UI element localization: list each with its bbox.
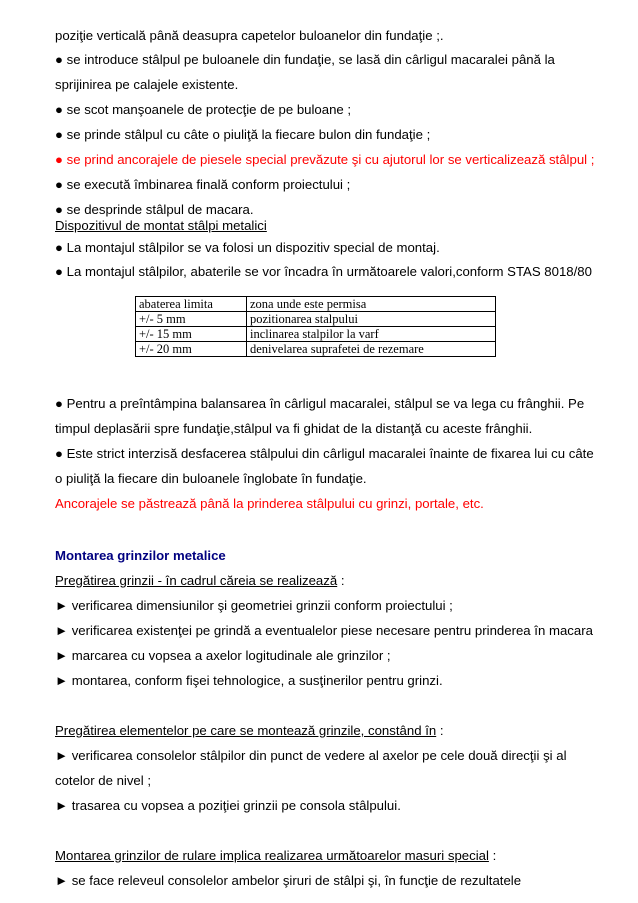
colon: : [436, 723, 444, 738]
table-header-cell: abaterea limita [136, 297, 247, 312]
arrow-bullet-line: ► montarea, conform fişei tehnologice, a susţinerilor pentru grinzi. [55, 673, 443, 688]
arrow-bullet-line: ► verificarea consolelor stâlpilor din punct de vedere al axelor pe cele două direcţii şi al [55, 748, 567, 763]
table-cell: pozitionarea stalpului [247, 312, 496, 327]
dispozitiv-heading: Dispozitivul de montat stâlpi metalici [55, 218, 267, 233]
section-title: Montarea grinzilor metalice [55, 548, 226, 563]
arrow-bullet-line: ► verificarea dimensiunilor şi geometriei grinzii conform proiectului ; [55, 598, 453, 613]
table-cell: inclinarea stalpilor la varf [247, 327, 496, 342]
text-line: timpul deplasării spre fundaţie,stâlpul va fi ghidat de la distanţă cu aceste frânghii. [55, 421, 533, 436]
bullet-line: ● Este strict interzisă desfacerea stâlpului din cârligul macaralei înainte de fixarea lui cu câte [55, 446, 594, 461]
bullet-line: ● se execută îmbinarea finală conform proiectului ; [55, 177, 351, 192]
arrow-bullet-line: ► marcarea cu vopsea a axelor logitudinale ale grinzilor ; [55, 648, 391, 663]
table-row [136, 312, 496, 327]
colon: : [337, 573, 345, 588]
arrow-bullet-line: ► trasarea cu vopsea a poziţiei grinzii pe consola stâlpului. [55, 798, 401, 813]
colon: : [488, 848, 497, 863]
pregatire-grinzi-line [55, 573, 345, 589]
table-cell: denivelarea suprafetei de rezemare [247, 342, 496, 357]
table-cell: +/- 15 mm [136, 327, 247, 342]
bullet-line: ● Pentru a preîntâmpina balansarea în cârligul macaralei, stâlpul se va lega cu frânghii. Pe [55, 396, 585, 411]
pregatire-elemente-heading: Pregătirea elementelor pe care se montează grinzile, constând în [55, 723, 437, 738]
pregatire-grinzi-heading: Pregătirea grinzii - în cadrul căreia se realizează [55, 573, 338, 588]
table-cell: +/- 20 mm [136, 342, 247, 357]
bullet-line: ● La montajul stâlpilor, abaterile se vor încadra în următoarele valori,conform STAS 8018/80 [55, 264, 592, 279]
bullet-line: ● se scot manşoanele de protecţie de pe buloane ; [55, 102, 352, 117]
red-bullet-line: ● se prind ancorajele de piesele special prevăzute şi cu ajutorul lor se verticalizează stâlpul ; [55, 152, 595, 167]
bullet-line: ● se introduce stâlpul pe buloanele din fundaţie, se lasă din cârligul macaralei până la [55, 52, 555, 67]
table-header-row [136, 297, 496, 312]
table-row [136, 342, 496, 357]
table-header-cell: zona unde este permisa [247, 297, 496, 312]
bullet-line: ● se prinde stâlpul cu câte o piuliţă la fiecare bulon din fundaţie ; [55, 127, 431, 142]
text-line: sprijinirea pe calajele existente. [55, 77, 239, 92]
text-line: cotelor de nivel ; [55, 773, 152, 788]
text-line: poziţie verticală până deasupra capetelor buloanelor din fundaţie ;. [55, 28, 444, 43]
table-cell: +/- 5 mm [136, 312, 247, 327]
montarea-rulare-heading: Montarea grinzilor de rulare implica realizarea următoarelor masuri special [55, 848, 489, 863]
bullet-line: ● se desprinde stâlpul de macara. [55, 202, 254, 217]
arrow-bullet-line: ► se face releveul consolelor ambelor şiruri de stâlpi şi, în funcţie de rezultatele [55, 873, 522, 888]
arrow-bullet-line: ► verificarea existenţei pe grindă a eventualelor piese necesare pentru prinderea în macara [55, 623, 593, 638]
text-line: o piuliţă la fiecare din buloanele înglobate în fundaţie. [55, 471, 367, 486]
stas-table [135, 296, 496, 357]
table-row [136, 327, 496, 342]
bullet-line: ● La montajul stâlpilor se va folosi un dispozitiv special de montaj. [55, 240, 440, 255]
pregatire-elemente-line [55, 723, 444, 739]
montarea-rulare-line [55, 848, 496, 864]
red-text-line: Ancorajele se păstrează până la prinderea stâlpului cu grinzi, portale, etc. [55, 496, 484, 511]
